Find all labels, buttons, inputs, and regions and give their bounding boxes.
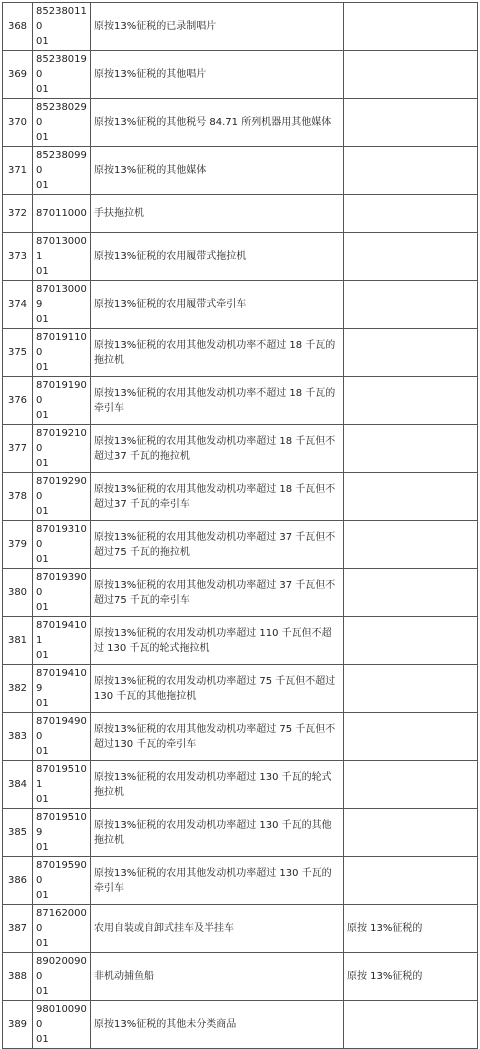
item-description: 原按13%征税的农用履带式牵引车 <box>91 281 344 329</box>
item-description: 原按13%征税的农用发动机功率超过 130 千瓦的轮式拖拉机 <box>91 761 344 809</box>
tariff-code: 870194101 01 <box>33 617 91 665</box>
item-note <box>344 377 478 425</box>
tariff-code: 852380190 01 <box>33 51 91 99</box>
table-row <box>3 809 478 857</box>
row-number: 382 <box>3 665 33 713</box>
tariff-code: 870191900 01 <box>33 377 91 425</box>
row-number: 377 <box>3 425 33 473</box>
tariff-code: 980100900 01 <box>33 1001 91 1049</box>
row-number: 378 <box>3 473 33 521</box>
item-note <box>344 617 478 665</box>
item-note <box>344 329 478 377</box>
item-note <box>344 521 478 569</box>
item-description: 农用自装或自卸式挂车及半挂车 <box>91 905 344 953</box>
row-number: 372 <box>3 195 33 233</box>
item-note <box>344 51 478 99</box>
row-number: 369 <box>3 51 33 99</box>
tariff-code: 852380110 01 <box>33 3 91 51</box>
row-number: 388 <box>3 953 33 1001</box>
row-number: 371 <box>3 147 33 195</box>
row-number: 385 <box>3 809 33 857</box>
item-note <box>344 3 478 51</box>
row-number: 379 <box>3 521 33 569</box>
table-row <box>3 569 478 617</box>
tariff-code: 870192100 01 <box>33 425 91 473</box>
table-row <box>3 281 478 329</box>
row-number: 375 <box>3 329 33 377</box>
row-number: 373 <box>3 233 33 281</box>
row-number: 384 <box>3 761 33 809</box>
table-row <box>3 425 478 473</box>
row-number: 374 <box>3 281 33 329</box>
item-description: 原按13%征税的农用其他发动机功率不超过 18 千瓦的牵引车 <box>91 377 344 425</box>
item-description: 原按13%征税的农用其他发动机功率超过 75 千瓦但不超过130 千瓦的牵引车 <box>91 713 344 761</box>
tariff-code: 87011000 <box>33 195 91 233</box>
table-row <box>3 147 478 195</box>
item-description: 手扶拖拉机 <box>91 195 344 233</box>
table-row <box>3 377 478 425</box>
item-note <box>344 473 478 521</box>
row-number: 380 <box>3 569 33 617</box>
row-number: 381 <box>3 617 33 665</box>
tariff-code: 870195109 01 <box>33 809 91 857</box>
row-number: 389 <box>3 1001 33 1049</box>
item-note <box>344 425 478 473</box>
item-description: 原按13%征税的已录制唱片 <box>91 3 344 51</box>
item-description: 原按13%征税的农用其他发动机功率超过 130 千瓦的牵引车 <box>91 857 344 905</box>
row-number: 370 <box>3 99 33 147</box>
tariff-code: 870192900 01 <box>33 473 91 521</box>
table-row <box>3 99 478 147</box>
tariff-code: 870195900 01 <box>33 857 91 905</box>
tariff-code: 870130001 01 <box>33 233 91 281</box>
item-description: 原按13%征税的农用其他发动机功率超过 18 千瓦但不超过37 千瓦的牵引车 <box>91 473 344 521</box>
tariff-code: 870191100 01 <box>33 329 91 377</box>
table-row <box>3 665 478 713</box>
tariff-code: 870193900 01 <box>33 569 91 617</box>
item-note <box>344 569 478 617</box>
item-description: 原按13%征税的农用其他发动机功率超过 18 千瓦但不超过37 千瓦的拖拉机 <box>91 425 344 473</box>
item-note <box>344 857 478 905</box>
item-description: 原按13%征税的其他唱片 <box>91 51 344 99</box>
tariff-code: 852380290 01 <box>33 99 91 147</box>
item-note <box>344 665 478 713</box>
item-note <box>344 233 478 281</box>
table-row <box>3 1001 478 1049</box>
item-description: 原按13%征税的农用发动机功率超过 75 千瓦但不超过 130 千瓦的其他拖拉机 <box>91 665 344 713</box>
item-description: 原按13%征税的其他未分类商品 <box>91 1001 344 1049</box>
row-number: 376 <box>3 377 33 425</box>
table-row <box>3 857 478 905</box>
tariff-code: 870130009 01 <box>33 281 91 329</box>
table-row <box>3 195 478 233</box>
table-row <box>3 3 478 51</box>
tariff-code: 870194109 01 <box>33 665 91 713</box>
table-row <box>3 51 478 99</box>
table-row <box>3 713 478 761</box>
item-note <box>344 713 478 761</box>
table-row <box>3 761 478 809</box>
item-note <box>344 809 478 857</box>
item-description: 非机动捕鱼船 <box>91 953 344 1001</box>
tariff-code: 852380990 01 <box>33 147 91 195</box>
table-row <box>3 617 478 665</box>
item-description: 原按13%征税的农用其他发动机功率不超过 18 千瓦的拖拉机 <box>91 329 344 377</box>
item-description: 原按13%征税的农用发动机功率超过 130 千瓦的其他拖拉机 <box>91 809 344 857</box>
table-row <box>3 233 478 281</box>
tariff-code: 870194900 01 <box>33 713 91 761</box>
item-note <box>344 195 478 233</box>
item-note: 原按 13%征税的 <box>344 905 478 953</box>
item-note: 原按 13%征税的 <box>344 953 478 1001</box>
tariff-code: 870193100 01 <box>33 521 91 569</box>
row-number: 386 <box>3 857 33 905</box>
item-note <box>344 281 478 329</box>
table-row <box>3 521 478 569</box>
item-description: 原按13%征税的其他税号 84.71 所列机器用其他媒体 <box>91 99 344 147</box>
tariff-code: 871620000 01 <box>33 905 91 953</box>
item-description: 原按13%征税的农用发动机功率超过 110 千瓦但不超过 130 千瓦的轮式拖拉机 <box>91 617 344 665</box>
table-row <box>3 473 478 521</box>
row-number: 368 <box>3 3 33 51</box>
item-note <box>344 1001 478 1049</box>
item-description: 原按13%征税的农用其他发动机功率超过 37 千瓦但不超过75 千瓦的牵引车 <box>91 569 344 617</box>
row-number: 383 <box>3 713 33 761</box>
tariff-code: 890200900 01 <box>33 953 91 1001</box>
item-note <box>344 761 478 809</box>
table-row <box>3 953 478 1001</box>
item-note <box>344 147 478 195</box>
tax-item-table <box>2 2 478 1049</box>
item-description: 原按13%征税的农用其他发动机功率超过 37 千瓦但不超过75 千瓦的拖拉机 <box>91 521 344 569</box>
table-row <box>3 905 478 953</box>
item-note <box>344 99 478 147</box>
item-description: 原按13%征税的其他媒体 <box>91 147 344 195</box>
tariff-code: 870195101 01 <box>33 761 91 809</box>
row-number: 387 <box>3 905 33 953</box>
table-row <box>3 329 478 377</box>
item-description: 原按13%征税的农用履带式拖拉机 <box>91 233 344 281</box>
